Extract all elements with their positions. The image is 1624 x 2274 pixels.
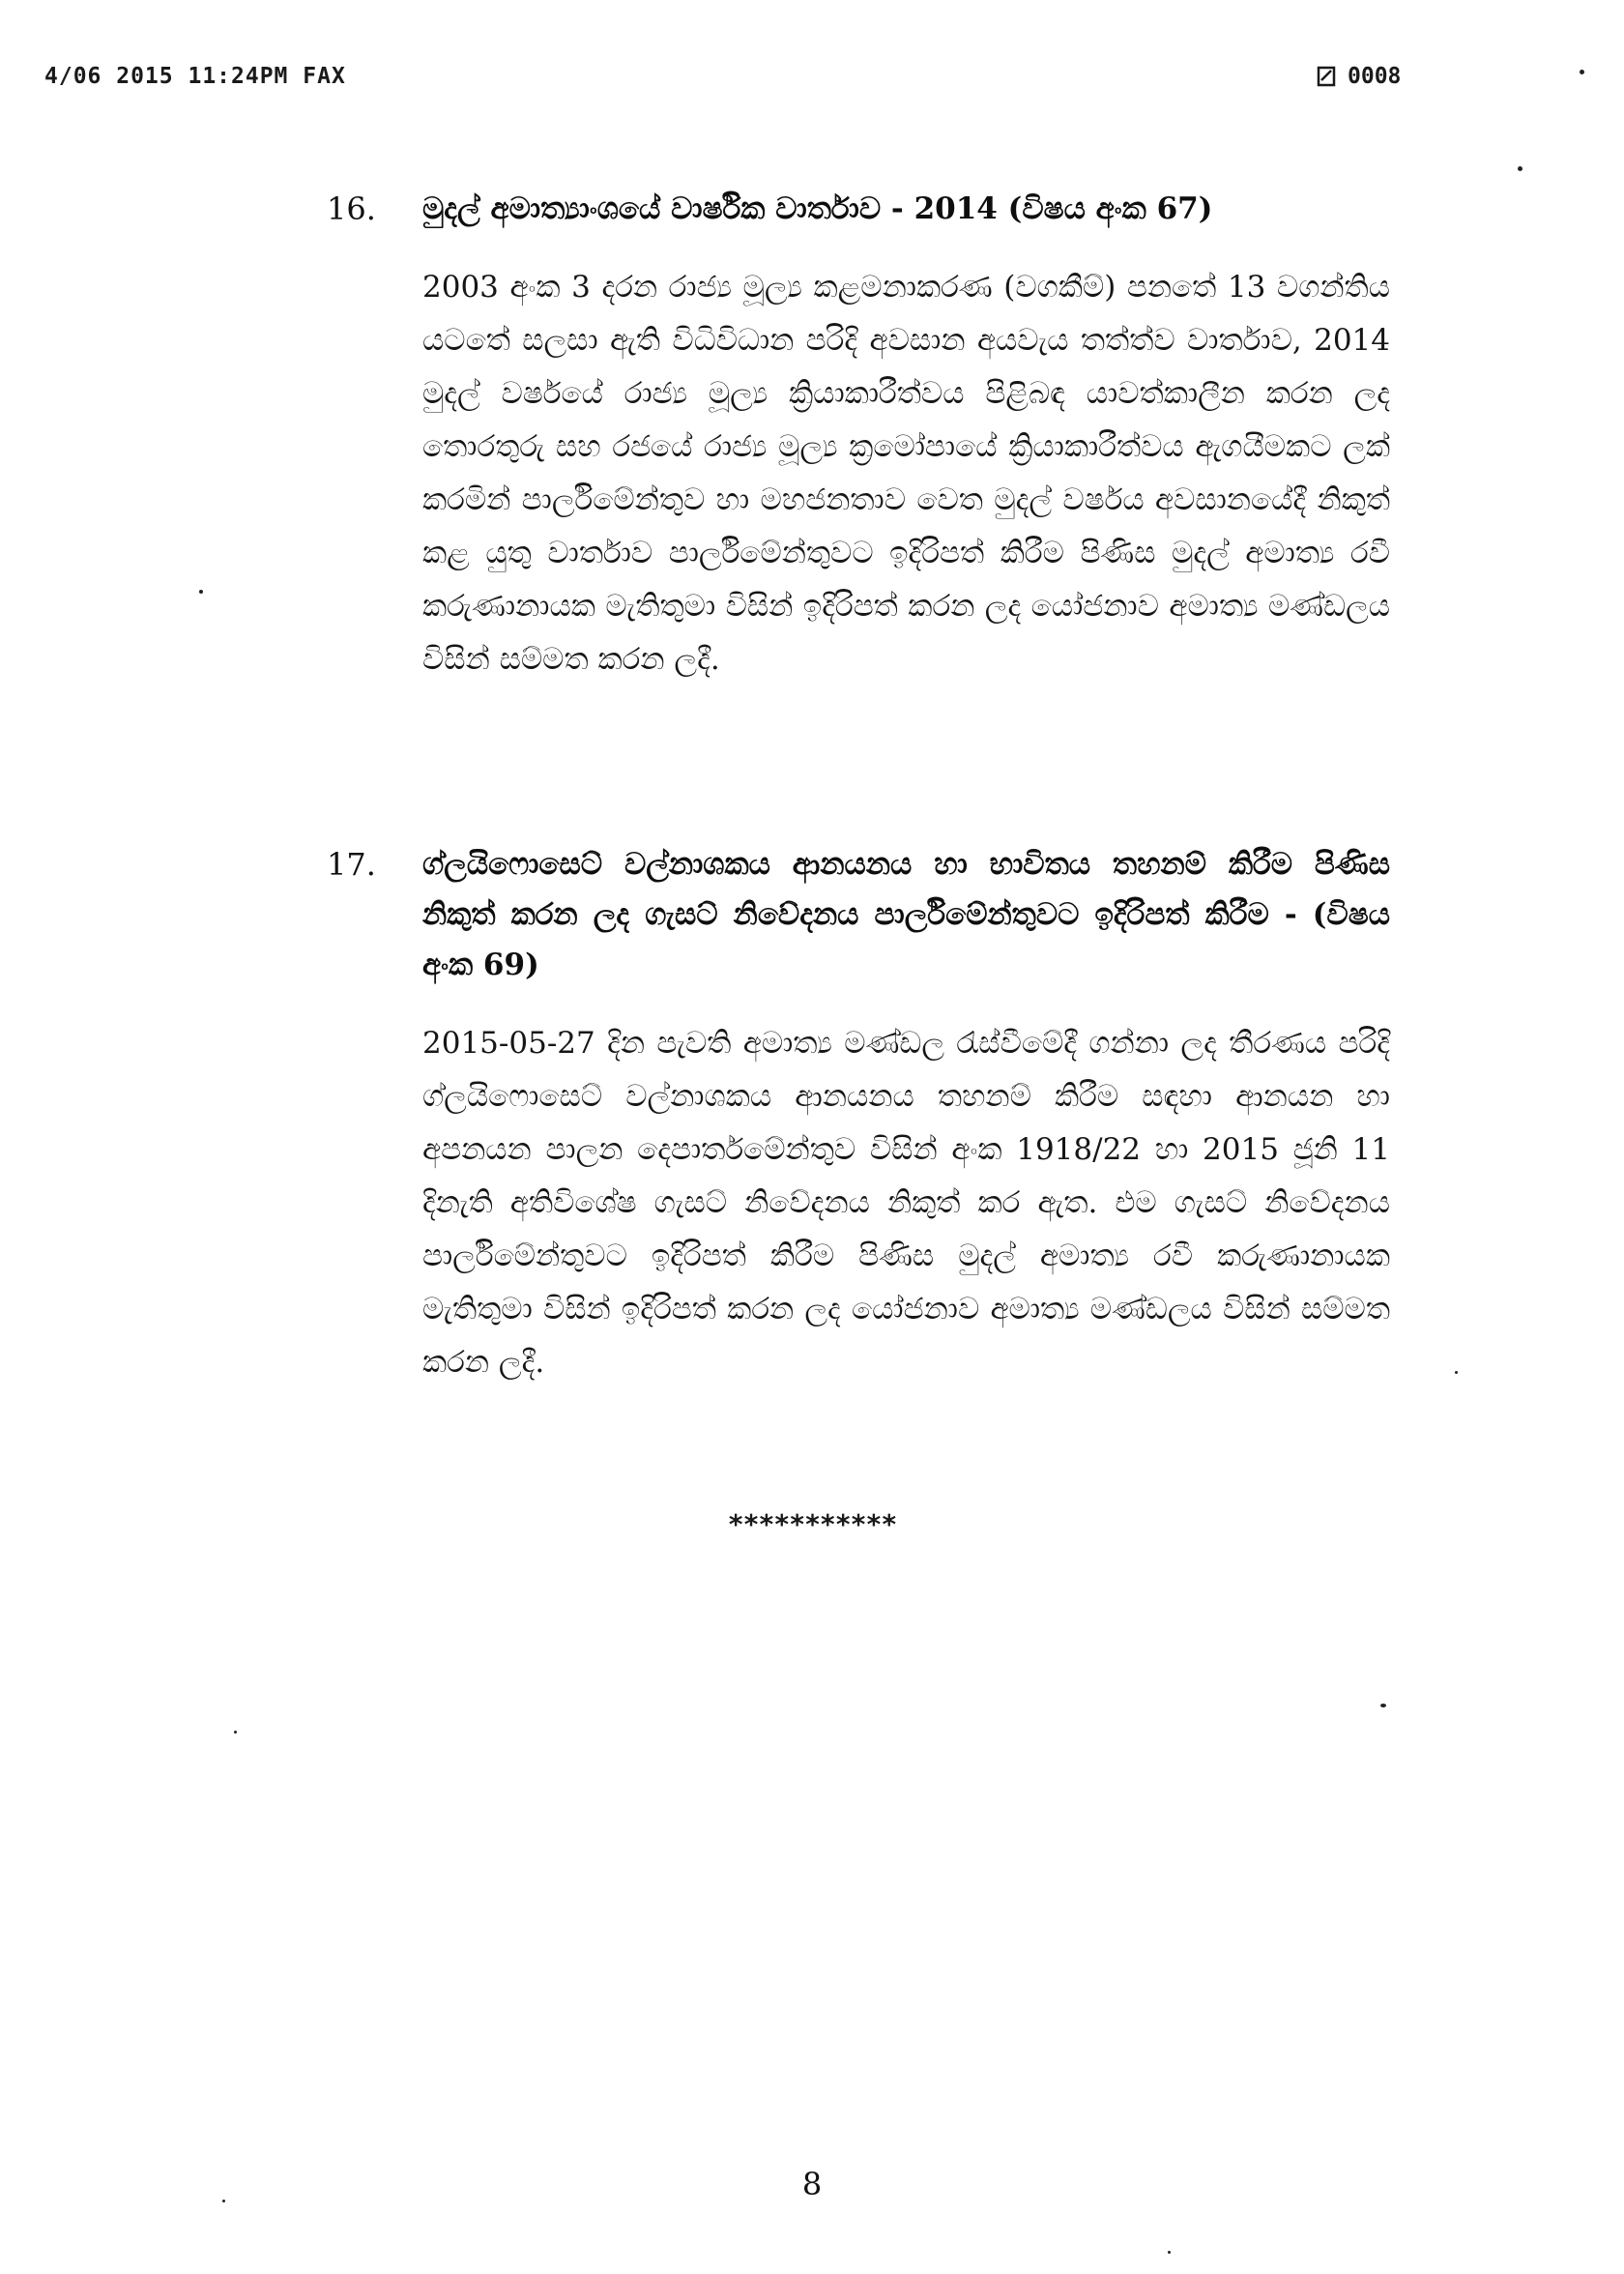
section-17 [327,839,1390,1389]
fax-page-indicator [1317,64,1401,89]
item-title: මුදල් අමාත්‍යාංශයේ වාර්ෂික වාර්තාව - 2014 (විෂය අංක 67) [422,191,1213,226]
fax-header-datetime: 4/06 2015 11:24PM FAX [44,64,346,89]
scan-speck [1168,2251,1171,2254]
section-separator: *********** [727,1508,897,1540]
item-number: 17. [327,846,376,883]
scan-speck [1580,70,1584,74]
scan-speck [199,590,203,594]
item-body: 2003 අංක 3 දරන රාජ්‍ය මූල්‍ය කළමනාකරණ (වගකීම්) පනතේ 13 වගන්තිය යටතේ සලසා ඇති විධිවිධාන පරිදි අවසාන අයවැය තත්ත්ව වාර්තාව, 2014 මුදල් වර්ෂයේ රාජ්‍ය මූල්‍ය ක්‍රියාකාරීත්වය පිළිබඳ යාවත්කාලීන කරන ලද තොරතුරු සහ රජයේ රාජ්‍ය මූල්‍ය ක්‍රමෝපායේ ක්‍රියාකාරීත්වය ඇගයීමකට ලක් කරමින් පාර්ලිමේන්තුව හා මහජනතාව වෙත මුදල් වර්ෂය අවසානයේදී නිකුත් කළ යුතු වාර්තාව පාර්ලිමේන්තුවට ඉදිරිපත් කිරීම පිණිස මුදල් අමාත්‍ය රවී කරුණානායක මැතිතුමා විසින් ඉදිරිපත් කරන ලද යෝජනාව අමාත්‍ය මණ්ඩලය විසින් සම්මත කරන ලදී. [422,270,1390,677]
scan-speck [234,1731,237,1734]
scan-speck [1455,1371,1458,1374]
scan-speck [1518,166,1522,171]
item-number: 16. [327,190,376,227]
scan-speck [1380,1704,1386,1707]
fax-page-icon [1317,66,1336,87]
page-number: 8 [801,2166,823,2202]
scan-speck [222,2200,225,2202]
fax-page-code: 0008 [1348,64,1402,89]
section-16 [327,184,1390,686]
item-title: ග්ලයිෆොසෙට් වල්නාශකය ආනයනය හා භාවිතය තහනම් කිරීම පිණිස නිකුත් කරන ලද ගැසට් නිවේදනය පාර්ලිමේන්තුවට ඉදිරිපත් කිරීම - (විෂය අංක 69) [422,847,1390,982]
item-body: 2015-05-27 දින පැවති අමාත්‍ය මණ්ඩල රැස්වීමේදී ගන්නා ලද තීරණය පරිදි ග්ලයිෆොසෙට් වල්නාශකය ආනයනය තහනම් කිරීම සඳහා ආනයන හා අපනයන පාලන දෙපාර්තමේන්තුව විසින් අංක 1918/22 හා 2015 ජූනි 11 දිනැති අතිවිශේෂ ගැසට් නිවේදනය නිකුත් කර ඇත. එම ගැසට් නිවේදනය පාර්ලිමේන්තුවට ඉදිරිපත් කිරීම පිණිස මුදල් අමාත්‍ය රවී කරුණානායක මැතිතුමා විසින් ඉදිරිපත් කරන ලද යෝජනාව අමාත්‍ය මණ්ඩලය විසින් සම්මත කරන ලදී. [422,1026,1390,1380]
